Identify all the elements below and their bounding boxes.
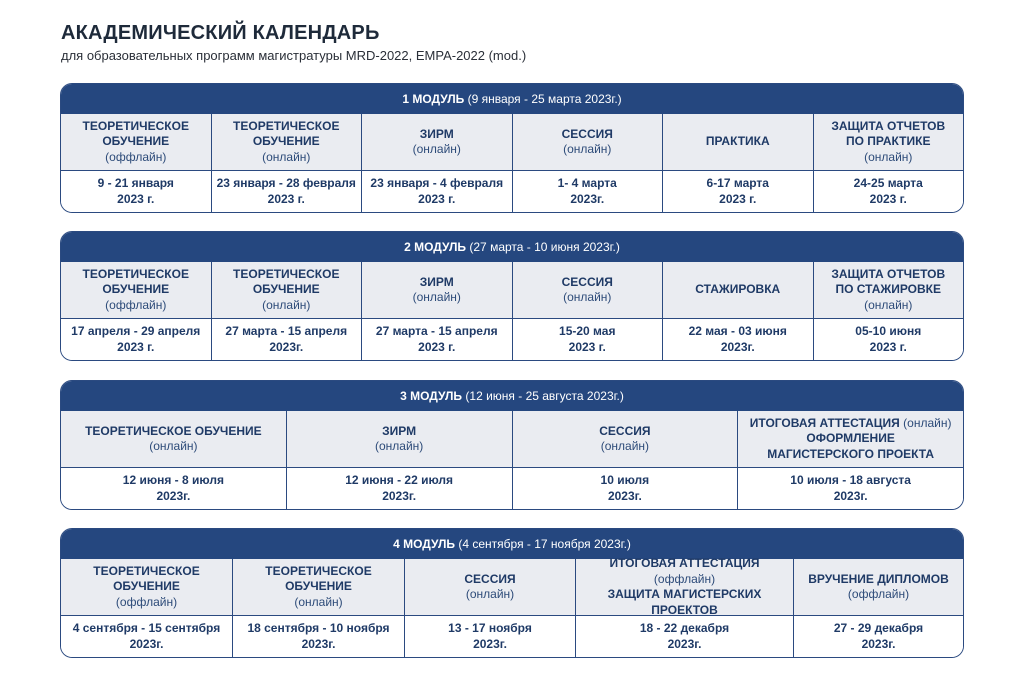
activity-title: ЗАЩИТА ОТЧЕТОВ [831,118,946,133]
activity-cell [405,559,576,616]
page-title: АКАДЕМИЧЕСКИЙ КАЛЕНДАРЬ [61,22,380,44]
date-year: 2023 г. [568,339,606,354]
activity-mode: (оффлайн) [115,594,178,609]
date-cell [212,319,363,360]
activity-cell [814,262,964,319]
activity-title-line2: ОБУЧЕНИЕ [102,282,170,297]
activity-title: ЗИРМ [382,423,417,438]
date-range: 27 марта - 15 апреля [375,324,498,338]
module-name: 3 МОДУЛЬ [400,389,463,403]
date-range: 22 мая - 03 июня [688,324,787,338]
module-dates-row [61,171,963,212]
activity-title: ТЕОРЕТИЧЕСКОЕ [82,266,189,281]
activity-mode: (онлайн) [294,594,343,609]
activity-title-line2: ОБУЧЕНИЕ [102,134,170,149]
activity-title-line2: ПО СТАЖИРОВКЕ [835,282,942,297]
date-range: 12 июня - 22 июля [345,473,454,487]
date-cell [61,616,233,657]
activity-cell [61,559,233,616]
date-year: 2023 г. [719,191,757,206]
activity-mode: (онлайн) [465,587,515,601]
activity-title-line2: ОБУЧЕНИЕ [252,134,320,149]
activity-cell [814,114,964,171]
activity-mode: (онлайн) [149,439,198,453]
activity-mode: (онлайн) [563,142,612,156]
activity-cell [61,114,212,171]
activity-mode: (оффлайн) [653,571,716,586]
activity-title: ТЕОРЕТИЧЕСКОЕ [82,118,189,133]
activity-cell [663,114,814,171]
date-range: 10 июля - 18 августа [790,473,911,487]
date-range: 4 сентября - 15 сентября [72,621,221,635]
date-year: 2023 г. [267,191,305,206]
date-cell [663,171,814,212]
date-cell [814,171,964,212]
date-cell [814,319,964,360]
date-range: 17 апреля - 29 апреля [71,324,201,338]
activity-title: ВРУЧЕНИЕ ДИПЛОМОВ [808,571,949,586]
activity-cell [233,559,405,616]
module-name: 4 МОДУЛЬ [393,537,456,551]
date-year: 2023г. [570,191,605,206]
date-year: 2023г. [269,339,304,354]
date-year: 2023 г. [418,191,456,206]
date-range: 18 - 22 декабря [639,621,730,635]
activity-cell [513,114,664,171]
date-cell [794,616,963,657]
date-cell [61,319,212,360]
activity-title: ТЕОРЕТИЧЕСКОЕ [233,118,340,133]
activity-title: ТЕОРЕТИЧЕСКОЕ ОБУЧЕНИЕ [85,423,262,438]
activity-cell [738,411,963,468]
activity-cell [61,262,212,319]
module-dates-row [61,468,963,509]
date-range: 27 марта - 15 апреля [225,324,348,338]
date-year: 2023г. [301,636,336,651]
module-activity-row [61,262,963,319]
module-2-table [60,231,964,361]
module-activity-row [61,114,963,171]
activity-mode: (онлайн) [412,142,461,156]
activity-mode: (онлайн) [563,290,612,304]
activity-title: СТАЖИРОВКА [695,282,781,297]
module-header [61,529,963,559]
date-cell [233,616,405,657]
activity-title-line3: МАГИСТЕРСКОГО ПРОЕКТА [767,446,935,461]
activity-cell [663,262,814,319]
activity-title: СЕССИЯ [561,274,613,289]
date-range: 27 - 29 декабря [833,621,924,635]
module-header [61,84,963,114]
activity-title: ПРАКТИКА [705,134,770,149]
date-year: 2023г. [156,488,191,503]
activity-mode: (онлайн) [262,297,311,312]
module-period: (9 января - 25 марта 2023г.) [467,92,622,106]
date-year: 2023 г. [869,339,907,354]
date-range: 18 сентября - 10 ноября [247,621,390,635]
date-year: 2023 г. [869,191,907,206]
activity-cell [362,262,513,319]
date-range: 10 июля [600,473,650,487]
module-name: 2 МОДУЛЬ [404,240,467,254]
activity-title: СЕССИЯ [561,126,613,141]
module-activity-row [61,556,963,617]
date-cell [663,319,814,360]
date-cell [513,319,664,360]
date-year: 2023 г. [117,339,155,354]
activity-title: ЗАЩИТА ОТЧЕТОВ [831,266,946,281]
activity-cell [362,114,513,171]
date-year: 2023г. [667,636,702,651]
date-year: 2023 г. [117,191,155,206]
activity-cell [212,262,363,319]
date-cell [405,616,576,657]
activity-cell [794,559,963,616]
activity-title: ИТОГОВАЯ АТТЕСТАЦИЯ [609,556,760,570]
module-header [61,381,963,411]
activity-cell [287,411,513,468]
date-year: 2023г. [833,488,868,503]
activity-cell [212,114,363,171]
date-cell [61,171,212,212]
activity-mode: (оффлайн) [105,149,167,164]
module-period: (12 июня - 25 августа 2023г.) [465,389,624,403]
activity-cell [513,262,664,319]
activity-cell [576,556,794,617]
activity-title-line2: ПО ПРАКТИКЕ [846,134,931,149]
module-header [61,232,963,262]
activity-mode: (онлайн) [864,297,913,312]
date-cell [212,171,363,212]
activity-cell [513,411,739,468]
module-period: (27 марта - 10 июня 2023г.) [469,240,620,254]
date-cell [362,319,513,360]
date-year: 2023г. [720,339,755,354]
date-year: 2023г. [473,636,507,651]
activity-mode: (онлайн) [412,290,461,304]
date-range: 05-10 июня [855,324,922,338]
activity-mode: (онлайн) [374,439,424,453]
activity-title: ЗИРМ [419,274,454,289]
page-subtitle: для образовательных программ магистратуры MRD-2022, EMPA-2022 (mod.) [61,48,527,63]
activity-mode: (онлайн) [903,415,952,430]
date-cell [576,616,794,657]
activity-cell [61,411,287,468]
activity-title: ТЕОРЕТИЧЕСКОЕ [233,266,340,281]
activity-mode: (онлайн) [600,439,650,453]
module-period: (4 сентября - 17 ноября 2023г.) [458,537,631,551]
activity-mode: (оффлайн) [105,297,167,312]
date-range: 23 января - 4 февраля [370,176,504,190]
module-dates-row [61,319,963,360]
date-range: 1- 4 марта [557,176,617,190]
module-1-table [60,83,964,213]
activity-title-line [750,416,952,432]
activity-mode: (онлайн) [864,149,913,164]
activity-title: ТЕОРЕТИЧЕСКОЕ ОБУЧЕНИЕ [93,563,200,594]
date-range: 15-20 мая [559,324,616,338]
date-range: 13 - 17 ноября [448,621,532,635]
activity-title: СЕССИЯ [464,571,516,586]
module-3-table [60,380,964,510]
date-year: 2023г. [607,488,642,503]
date-cell [362,171,513,212]
date-year: 2023 г. [418,339,456,354]
activity-title: СЕССИЯ [599,423,651,438]
module-activity-row [61,411,963,468]
date-year: 2023г. [382,488,417,503]
activity-mode: (онлайн) [262,149,311,164]
date-cell [513,171,664,212]
activity-title-line3: ЗАЩИТА МАГИСТЕРСКИХ ПРОЕКТОВ [607,587,762,617]
activity-title-line2: ОБУЧЕНИЕ [252,282,320,297]
activity-mode: (оффлайн) [847,587,910,601]
module-dates-row [61,616,963,657]
date-cell [513,468,739,509]
date-range: 12 июня - 8 июля [122,473,224,487]
date-range: 24-25 марта [853,176,923,190]
date-cell [61,468,287,509]
module-4-table [60,528,964,658]
date-year: 2023г. [861,636,896,651]
module-name: 1 МОДУЛЬ [402,92,465,106]
date-range: 6-17 марта [706,176,769,190]
date-range: 23 января - 28 февраля [216,176,356,190]
activity-title: ЗИРМ [419,126,454,141]
activity-title: ИТОГОВАЯ АТТЕСТАЦИЯ [749,415,900,430]
date-range: 9 - 21 января [97,176,174,190]
date-cell [738,468,963,509]
date-year: 2023г. [129,636,164,651]
activity-title: ТЕОРЕТИЧЕСКОЕ ОБУЧЕНИЕ [265,563,372,594]
activity-title-line2: ОФОРМЛЕНИЕ [806,431,895,446]
date-cell [287,468,513,509]
